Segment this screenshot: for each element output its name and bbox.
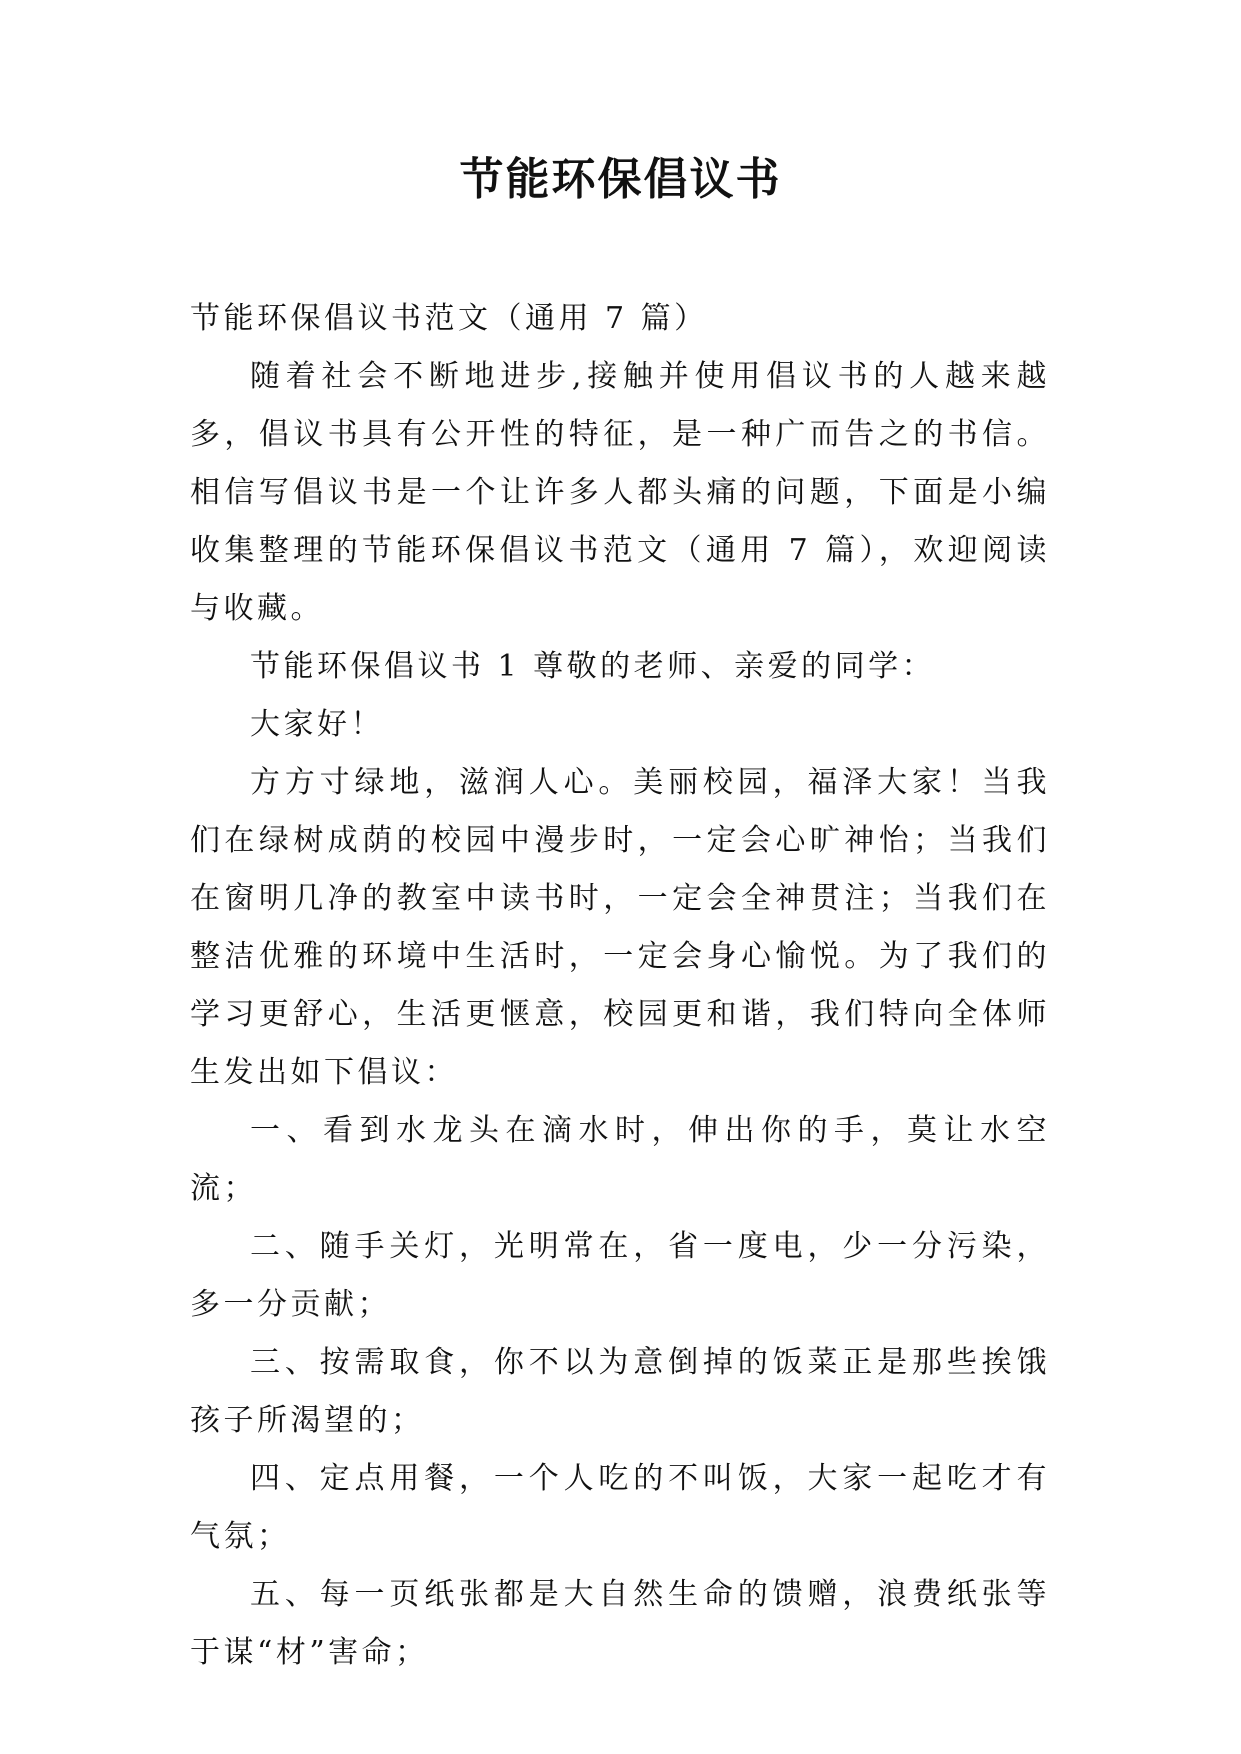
paragraph: 三、按需取食，你不以为意倒掉的饭菜正是那些挨饿孩子所渴望的； [190,1345,1050,1438]
paragraph: 五、每一页纸张都是大自然生命的馈赠，浪费纸张等于谋“材”害命； [190,1577,1050,1670]
paragraph: 随着社会不断地进步,接触并使用倡议书的人越来越多，倡议书具有公开性的特征，是一种广而告之的书信。相信写倡议书是一个让许多人都头痛的问题，下面是小编收集整理的节能环保倡议书范文（通用 7 篇），欢迎阅读与收藏。 [190,359,1050,626]
paragraph: 节能环保倡议书范文（通用 7 篇） [190,301,708,336]
paragraph: 大家好！ [250,707,384,742]
paragraph: 二、随手关灯，光明常在，省一度电，少一分污染，多一分贡献； [190,1229,1050,1322]
document-title: 节能环保倡议书 [459,154,782,205]
paragraph: 方方寸绿地，滋润人心。美丽校园，福泽大家！当我们在绿树成荫的校园中漫步时，一定会心旷神怡；当我们在窗明几净的教室中读书时，一定会全神贯注；当我们在整洁优雅的环境中生活时，一定会身心愉悦。为了我们的学习更舒心，生活更惬意，校园更和谐，我们特向全体师生发出如下倡议： [190,765,1050,1090]
paragraph: 四、定点用餐，一个人吃的不叫饭，大家一起吃才有气氛； [190,1461,1050,1554]
paragraph: 节能环保倡议书 1 尊敬的老师、亲爱的同学： [250,649,936,684]
document-body [190,290,1050,1682]
paragraph: 一、看到水龙头在滴水时，伸出你的手，莫让水空流； [190,1113,1050,1206]
